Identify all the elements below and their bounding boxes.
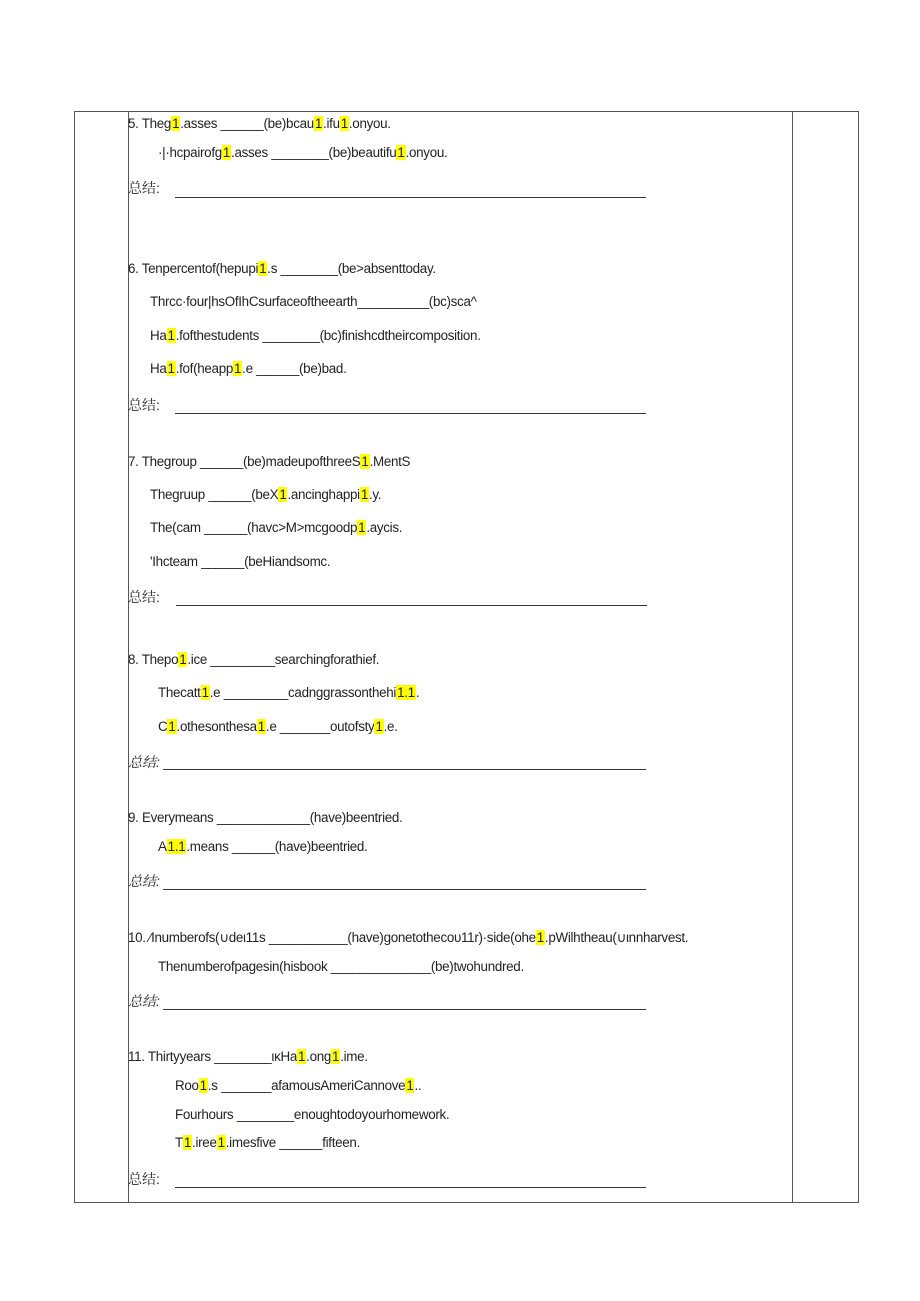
summary-answer-line[interactable] bbox=[163, 1009, 646, 1010]
summary-answer-line[interactable] bbox=[163, 769, 646, 770]
summary-answer-line[interactable] bbox=[163, 889, 646, 890]
sentence-line: The(cam ______(havc>M>mcgoodp1.aycis. bbox=[150, 520, 403, 535]
sentence-line: 8. Thepo1.ice _________searchingforathief. bbox=[128, 652, 380, 667]
sentence-line: Ha1.fof(heapp1.e ______(be)bad. bbox=[150, 361, 347, 376]
sentence-line: Roo1.s _______afamousAmeriCannove1.. bbox=[175, 1078, 422, 1093]
sentence-line: T1.iree1.imesfive ______fifteen. bbox=[175, 1135, 360, 1150]
sentence-line: 6. Tenpercentof(hepupi1.s ________(be>absenttoday. bbox=[128, 261, 436, 276]
sentence-line: Thrcc·four|hsOfIhCsurfaceoftheearth__________(bc)sca^ bbox=[150, 294, 477, 309]
summary-answer-line[interactable] bbox=[175, 197, 646, 198]
sentence-line: ·|·hcpairofg1.asses ________(be)beautifu1.onyou. bbox=[158, 145, 448, 160]
summary-label: 总结: bbox=[128, 180, 160, 196]
summary-label: 总结: bbox=[128, 589, 160, 605]
summary-answer-line[interactable] bbox=[175, 1187, 646, 1188]
sentence-line: Fourhours ________enoughtodoyourhomework. bbox=[175, 1107, 450, 1122]
sentence-line: 7. Thegroup ______(be)madeupofthreeS1.MentS bbox=[128, 454, 411, 469]
sentence-line: 5. Theg1.asses ______(be)bcau1.ifu1.onyou. bbox=[128, 116, 391, 131]
summary-label: 总结: bbox=[128, 397, 160, 413]
sentence-line: Thegruup ______(beX1.ancinghappi1.y. bbox=[150, 487, 382, 502]
sentence-line: Thenumberofpagesin(hisbook ______________(be)twohundred. bbox=[158, 959, 524, 974]
sentence-line: 'Ihcteam ______(beHiandsomc. bbox=[150, 554, 331, 569]
summary-answer-line[interactable] bbox=[176, 605, 647, 606]
summary-label: 总结: bbox=[128, 993, 160, 1009]
summary-label: 总结: bbox=[128, 873, 160, 889]
sentence-line: 11. Thirtyyears ________ικHa1.ong1.ime. bbox=[128, 1049, 368, 1064]
summary-label: 总结: bbox=[128, 754, 160, 770]
sentence-line: A1.1.means ______(have)beentried. bbox=[158, 839, 368, 854]
sentence-line: 9. Everymeans _____________(have)beentried. bbox=[128, 810, 403, 825]
sentence-line: Ha1.fofthestudents ________(bc)finishcdtheircomposition. bbox=[150, 328, 481, 343]
table-right-column-divider bbox=[792, 112, 793, 1202]
sentence-line: Thecatt1.e _________cadnggrassonthehi1.1. bbox=[158, 685, 420, 700]
summary-label: 总结: bbox=[128, 1171, 160, 1187]
sentence-line: C1.othesonthesa1.e _______outofsty1.e. bbox=[158, 719, 398, 734]
sentence-line: 10. ⁄Inumberofs(∪dеι11s ___________(have)gonetothecoυ11r)·side(ohe1.pWilhtheau(∪ιnnharvest. bbox=[128, 930, 689, 945]
summary-answer-line[interactable] bbox=[175, 413, 646, 414]
